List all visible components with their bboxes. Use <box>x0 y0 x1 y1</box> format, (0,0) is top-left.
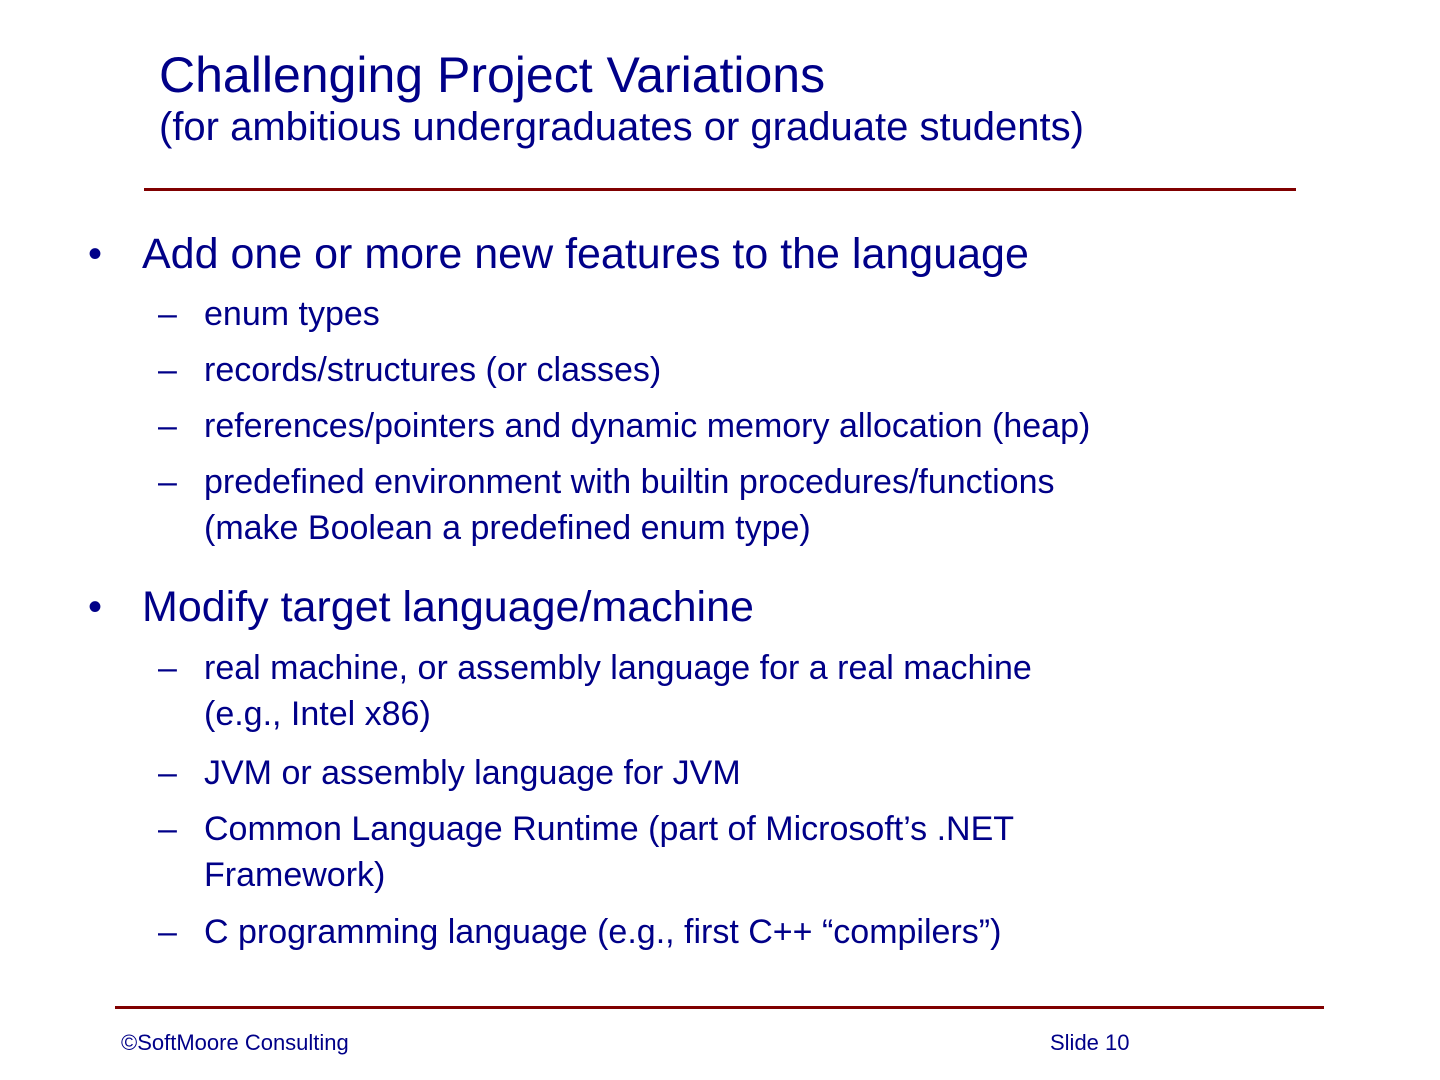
sub-item-text: references/pointers and dynamic memory allocation (heap) <box>204 407 1091 445</box>
dash-marker: – <box>158 295 177 333</box>
bullet-dot: • <box>88 585 103 629</box>
sub-item-text: predefined environment with builtin procedures/functions (make Boolean a predefined enum type) <box>204 463 1055 547</box>
bullet-dot: • <box>88 232 103 276</box>
sub-item-text: enum types <box>204 295 380 333</box>
sub-item-text: JVM or assembly language for JVM <box>204 754 741 792</box>
slide-subtitle: (for ambitious undergraduates or graduate students) <box>159 105 1084 149</box>
slide-number: Slide 10 <box>1050 1030 1130 1055</box>
dash-marker: – <box>158 463 177 501</box>
sub-item-text: real machine, or assembly language for a real machine (e.g., Intel x86) <box>204 649 1032 733</box>
slide-title: Challenging Project Variations <box>159 47 826 103</box>
dash-marker: – <box>158 754 177 792</box>
slide-title-block <box>159 46 1319 150</box>
footer-copyright: ©SoftMoore Consulting <box>121 1030 349 1055</box>
bullet-text: Add one or more new features to the language <box>142 230 1029 278</box>
dash-marker: – <box>158 407 177 445</box>
title-divider <box>144 188 1296 191</box>
dash-marker: – <box>158 913 177 951</box>
dash-marker: – <box>158 351 177 389</box>
dash-marker: – <box>158 810 177 848</box>
bullet-text: Modify target language/machine <box>142 583 754 631</box>
dash-marker: – <box>158 649 177 687</box>
sub-item-text: records/structures (or classes) <box>204 351 662 389</box>
sub-item-text: C programming language (e.g., first C++ “compilers”) <box>204 913 1002 951</box>
sub-item-text: Common Language Runtime (part of Microsoft’s .NET Framework) <box>204 810 1015 894</box>
footer-divider <box>115 1006 1324 1009</box>
